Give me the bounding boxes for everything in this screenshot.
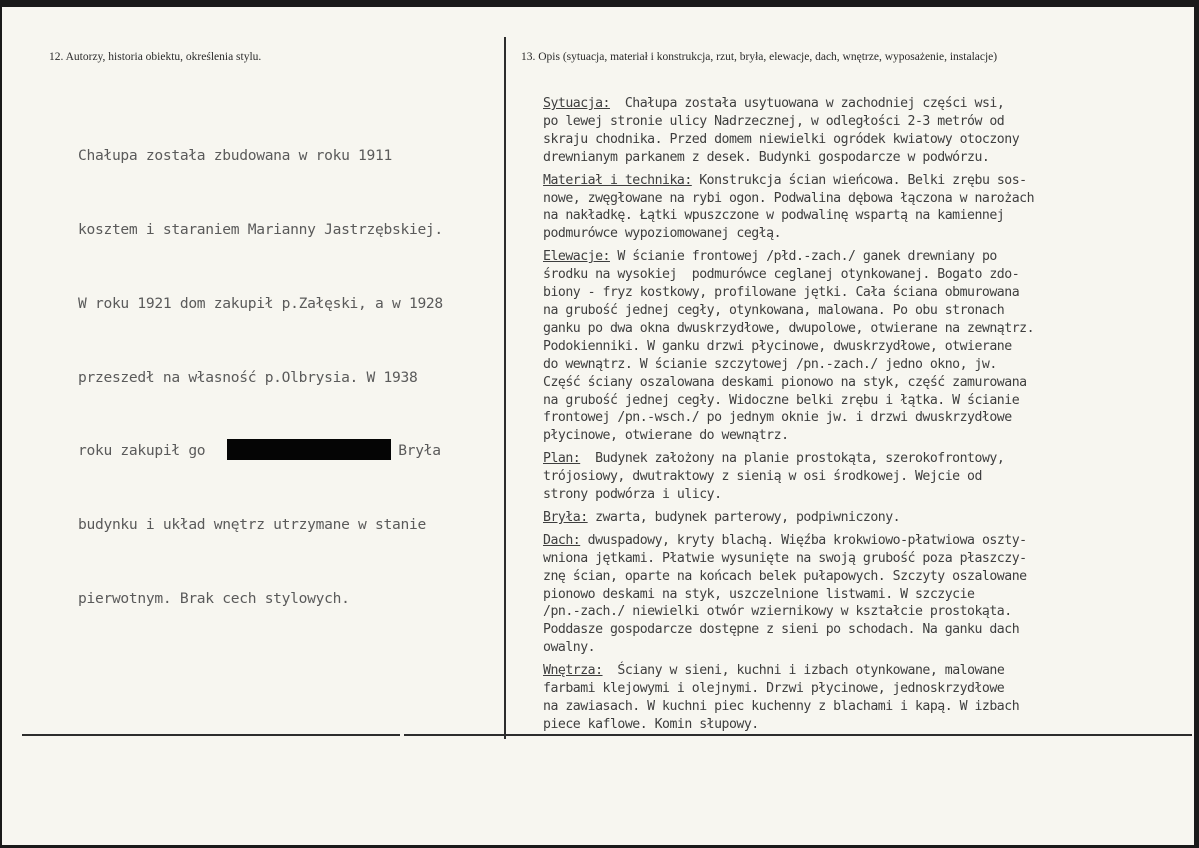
history-line-redacted	[78, 439, 508, 464]
field-12-header: 12. Autorzy, historia obiektu, określenia stylu.	[49, 51, 262, 63]
section-line: nowe, zwęgłowane na rybi ogon. Podwalina dębowa łączona w narożach	[543, 190, 1035, 206]
description-section	[543, 532, 1195, 657]
section-line: farbami klejowymi i olejnymi. Drzwi płycinowe, jednoskrzydłowe	[543, 681, 1005, 697]
section-line: /pn.-zach./ niewielki otwór wziernikowy w kształcie prostokąta.	[543, 604, 1012, 620]
section-line: na zawiasach. W kuchni piec kuchenny z blachami i kapą. W izbach	[543, 699, 1020, 714]
section-first-line	[543, 248, 1195, 266]
section-line: Podokienniki. W ganku drzwi płycinowe, dwuskrzydłowe, otwierane	[543, 338, 1012, 354]
section-text: Chałupa została usytuowana w zachodniej części wsi,	[609, 96, 1005, 111]
section-label: Plan:	[543, 451, 581, 467]
section-line: Część ściany oszalowana deskami pionowo na styk, część zamurowana	[543, 374, 1027, 390]
form-sheet	[2, 7, 1194, 845]
description-section	[543, 509, 1195, 527]
section-line: strony podwórza i ulicy.	[543, 487, 722, 503]
history-text	[78, 95, 508, 661]
section-line: płycinowe, otwierane do wewnątrz.	[543, 428, 789, 444]
description-section	[543, 450, 1195, 504]
section-line: Poddasze gospodarcze dostępne z sieni po schodach. Na ganku dach	[543, 622, 1020, 638]
section-label: Sytuacja:	[543, 96, 610, 111]
section-text: zwarta, budynek parterowy, podpiwniczony.	[587, 509, 901, 525]
redaction-bar	[227, 439, 391, 460]
section-text: W ścianie frontowej /płd.-zach./ ganek drewniany po	[609, 249, 997, 265]
history-line-start: roku zakupił go	[78, 442, 206, 460]
section-label: Dach:	[543, 532, 581, 548]
history-line: W roku 1921 dom zakupił p.Załęski, a w 1928	[78, 294, 443, 312]
description-section	[543, 662, 1195, 734]
section-line: frontowej /pn.-wsch./ po jednym oknie jw. i drzwi dwuskrzydłowe	[543, 410, 1012, 426]
section-line: na grubość jednej cegły, otynkowana, malowana. Po obu stronach	[543, 302, 1005, 318]
history-line: budynku i układ wnętrz utrzymane w stanie	[78, 516, 426, 534]
description-section	[543, 248, 1195, 445]
section-first-line	[543, 95, 1195, 113]
section-label: Materiał i technika:	[543, 172, 692, 188]
section-line: środku na wysokiej podmurówce ceglanej otynkowanej. Bogato zdo-	[543, 267, 1020, 283]
section-line: na grubość jednej cegły. Widoczne belki zrębu i łątka. W ścianie	[543, 392, 1020, 408]
section-text: Konstrukcja ścian wieńcowa. Belki zrębu sos-	[691, 172, 1027, 188]
section-text: Budynek założony na planie prostokąta, szerokofrontowy,	[580, 451, 1005, 467]
section-line: piece kaflowe. Komin słupowy.	[543, 716, 759, 732]
section-line: pionowo deskami na styk, uszczelnione listwami. W szczycie	[543, 586, 975, 602]
section-label: Bryła:	[543, 509, 588, 525]
section-line: podmurówce wypoziomowanej cegłą.	[543, 226, 782, 242]
section-first-line	[543, 172, 1195, 190]
description-section	[543, 172, 1195, 244]
bottom-rule-left	[22, 734, 400, 736]
section-first-line	[543, 450, 1195, 468]
section-text: Ściany w sieni, kuchni i izbach otynkowane, malowane	[602, 663, 1005, 679]
section-text: dwuspadowy, kryty blachą. Więźba krokwiowo-płatwiowa oszty-	[580, 532, 1027, 548]
section-line: do wewnątrz. W ścianie szczytowej /pn.-zach./ jedno okno, jw.	[543, 356, 997, 372]
section-line: na nakładkę. Łątki wpuszczone w podwalinę wspartą na kamiennej	[543, 208, 1005, 224]
section-line: znę ścian, oparte na końcach belek pułapowych. Szczyty oszalowane	[543, 568, 1027, 584]
section-first-line	[543, 532, 1195, 550]
section-line: trójosiowy, dwutraktowy z sienią w osi środkowej. Wejcie od	[543, 469, 982, 485]
section-line: owalny.	[543, 640, 596, 656]
description-section	[543, 95, 1195, 167]
section-line: drewnianym parkanem z desek. Budynki gospodarcze w podwórzu.	[543, 149, 990, 165]
section-label: Wnętrza:	[543, 663, 603, 679]
field-13-header: 13. Opis (sytuacja, materiał i konstrukcja, rzut, bryła, elewacje, dach, wnętrze, wyposażenie, instalacje)	[521, 51, 998, 63]
history-line-end: Bryła	[398, 442, 441, 460]
section-line: skraju chodnika. Przed domem niewielki ogródek kwiatowy otoczony	[543, 131, 1020, 147]
section-first-line	[543, 509, 1195, 527]
history-line: przeszedł na własność p.Olbrysia. W 1938	[78, 368, 418, 386]
section-line: po lewej stronie ulicy Nadrzecznej, w odległości 2-3 metrów od	[543, 113, 1005, 129]
history-line: pierwotnym. Brak cech stylowych.	[78, 589, 350, 607]
history-line: kosztem i staraniem Marianny Jastrzębskiej.	[78, 220, 443, 238]
history-line: Chałupa została zbudowana w roku 1911	[78, 147, 392, 165]
description-text	[543, 95, 1195, 739]
section-first-line	[543, 662, 1195, 680]
section-line: wniona jętkami. Płatwie wysunięte na swoją grubość poza płaszczy-	[543, 550, 1027, 566]
section-label: Elewacje:	[543, 249, 610, 265]
section-line: biony - fryz kostkowy, profilowane jętki. Cała ściana obmurowana	[543, 285, 1020, 301]
section-line: ganku po dwa okna dwuskrzydłowe, dwupolowe, otwierane na zewnątrz.	[543, 320, 1035, 336]
